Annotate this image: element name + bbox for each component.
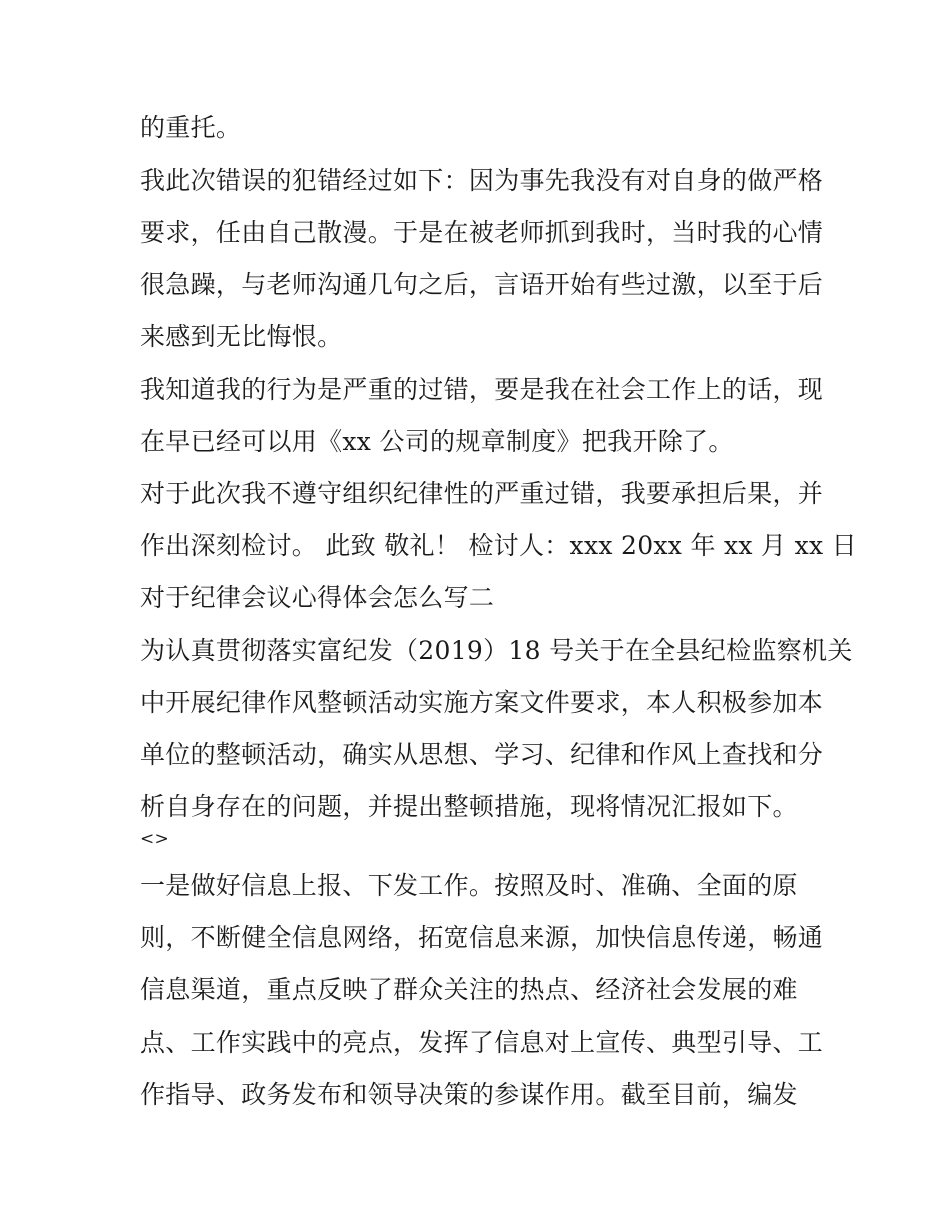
- text-line: 作指导、政务发布和领导决策的参谋作用。截至目前，编发: [140, 1080, 798, 1109]
- text-line: 则，不断健全信息网络，拓宽信息来源，加快信息传递，畅通: [140, 923, 824, 952]
- text-line: 在早已经可以用《xx 公司的规章制度》把我开除了。: [140, 427, 734, 456]
- text-line: 为认真贯彻落实富纪发（2019）18 号关于在全县纪检监察机关: [140, 636, 853, 665]
- text-line: 我知道我的行为是严重的过错，要是我在社会工作上的话，现: [140, 375, 824, 404]
- text-line: 一是做好信息上报、下发工作。按照及时、准确、全面的原: [140, 871, 798, 900]
- text-line: 作出深刻检讨。 此致 敬礼！ 检讨人：xxx 20xx 年 xx 月 xx 日: [140, 531, 857, 560]
- text-line: 信息渠道，重点反映了群众关注的热点、经济社会发展的难: [140, 975, 798, 1004]
- text-line: 要求，任由自己散漫。于是在被老师抓到我时，当时我的心情: [140, 218, 824, 247]
- section-heading: 对于纪律会议心得体会怎么写二: [140, 583, 495, 612]
- placeholder-marker: <>: [140, 829, 170, 849]
- text-line: 点、工作实践中的亮点，发挥了信息对上宣传、典型引导、工: [140, 1028, 824, 1057]
- text-line: 我此次错误的犯错经过如下：因为事先我没有对自身的做严格: [140, 166, 824, 195]
- text-line: 来感到无比悔恨。: [140, 322, 343, 351]
- text-line: 中开展纪律作风整顿活动实施方案文件要求，本人积极参加本: [140, 688, 824, 717]
- text-line: 单位的整顿活动，确实从思想、学习、纪律和作风上查找和分: [140, 740, 824, 769]
- text-line: 很急躁，与老师沟通几句之后，言语开始有些过激，以至于后: [140, 270, 824, 299]
- text-line: 析自身存在的问题，并提出整顿措施，现将情况汇报如下。: [140, 792, 798, 821]
- text-line: 的重托。: [140, 113, 242, 142]
- text-line: 对于此次我不遵守组织纪律性的严重过错，我要承担后果，并: [140, 479, 824, 508]
